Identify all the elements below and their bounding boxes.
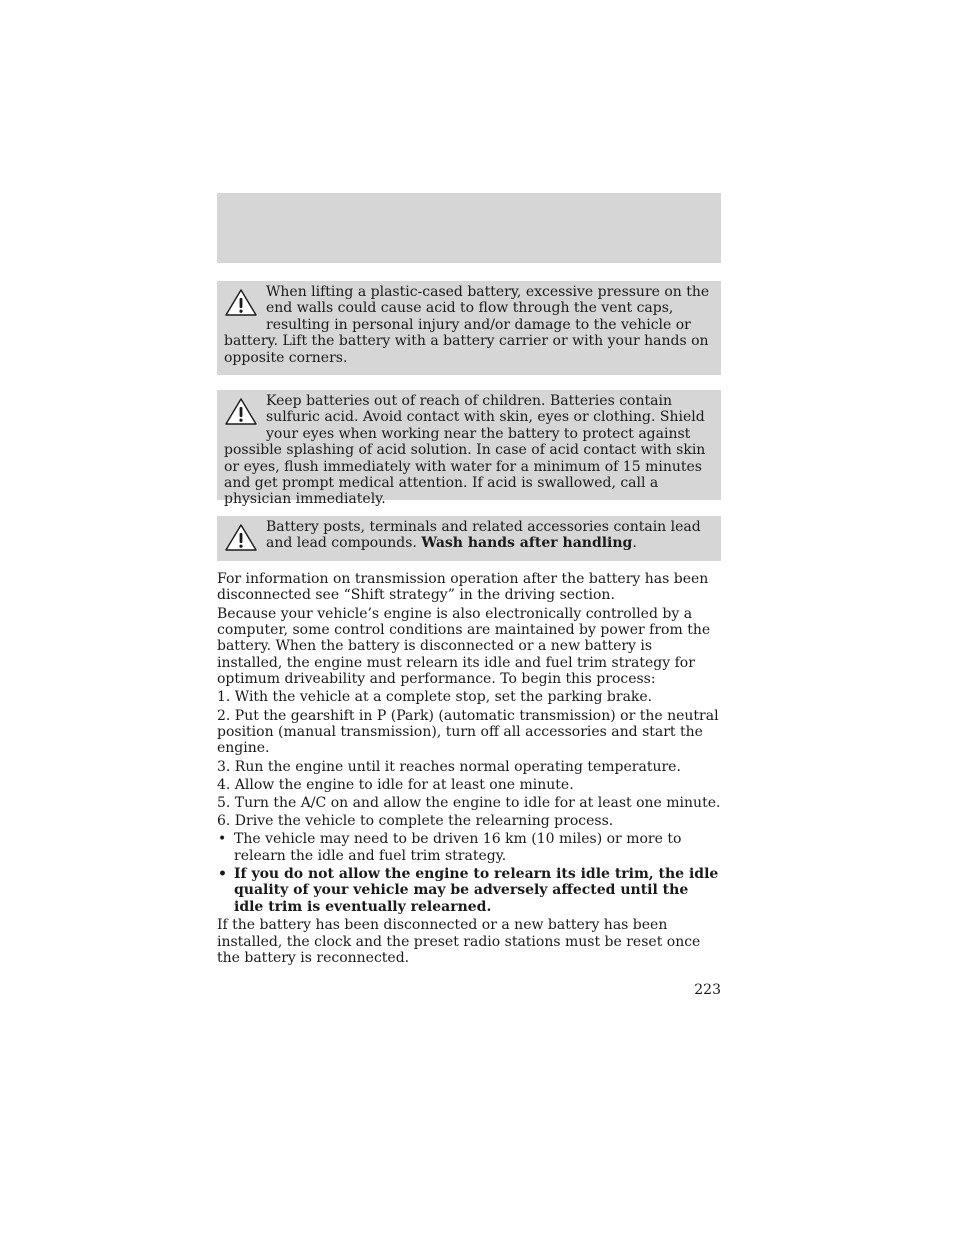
warning-box-lead bbox=[217, 516, 721, 561]
warning-text: When lifting a plastic-cased battery, excessive pressure on the end walls could cause acid to flow through the vent caps, resulting in personal injury and/or damage to the vehicle or battery. Lift the battery with a battery carrier or with your hands on opposite corners. bbox=[224, 284, 710, 366]
warning-triangle-icon bbox=[224, 523, 258, 553]
warning-text: Battery posts, terminals and related accessories contain lead and lead compounds. Wash hands after handling. bbox=[266, 519, 701, 552]
warning-box-lifting bbox=[217, 281, 721, 375]
step-3: 3. Run the engine until it reaches normal operating temperature. bbox=[217, 758, 681, 775]
step-1: 1. With the vehicle at a complete stop, set the parking brake. bbox=[217, 689, 653, 706]
warning-emphasis: Wash hands after handling bbox=[421, 535, 633, 552]
step-5: 5. Turn the A/C on and allow the engine to idle for at least one minute. bbox=[217, 795, 721, 812]
step-2: 2. Put the gearshift in P (Park) (automatic transmission) or the neutral position (manual transmission), turn off all accessories and start the engine. bbox=[217, 707, 719, 757]
warning-triangle-icon bbox=[224, 288, 258, 318]
paragraph-reset: If the battery has been disconnected or a new battery has been installed, the clock and the preset radio stations must be reset once the battery is reconnected. bbox=[217, 917, 701, 966]
bullet-item-bold: • If you do not allow the engine to relearn its idle trim, the idle quality of your vehicle may be adversely affected until the idle trim is eventually relearned. bbox=[218, 866, 719, 915]
paragraph-relearn: Because your vehicle’s engine is also electronically controlled by a computer, some control conditions are maintained by power from the battery. When the battery is disconnected or a new battery is installed, the engine must relearn its idle and fuel trim strategy for optimum driveability and performance. To begin this process: bbox=[217, 605, 711, 688]
step-6: 6. Drive the vehicle to complete the relearning process. bbox=[217, 813, 614, 830]
bullet-marker: • bbox=[218, 831, 227, 848]
body-text bbox=[217, 571, 721, 968]
step-4: 4. Allow the engine to idle for at least one minute. bbox=[217, 776, 574, 793]
bullet-item: • The vehicle may need to be driven 16 km (10 miles) or more to relearn the idle and fuel trim strategy. bbox=[218, 831, 682, 864]
paragraph-transmission: For information on transmission operation after the battery has been disconnected see “Shift strategy” in the driving section. bbox=[217, 571, 709, 604]
warning-text: Keep batteries out of reach of children. Batteries contain sulfuric acid. Avoid contact with skin, eyes or clothing. Shield your eyes when working near the battery to protect against possible splashing of acid solution. In case of acid contact with skin or eyes, flush immediately with water for a minimum of 15 minutes and get prompt medical attention. If acid is swallowed, call a physician immediately. bbox=[224, 393, 706, 508]
warning-box-children bbox=[217, 390, 721, 508]
bullet-marker: • bbox=[218, 866, 227, 883]
warning-triangle-icon bbox=[224, 397, 258, 427]
page-number: 223 bbox=[694, 982, 721, 998]
header-band bbox=[217, 193, 721, 263]
